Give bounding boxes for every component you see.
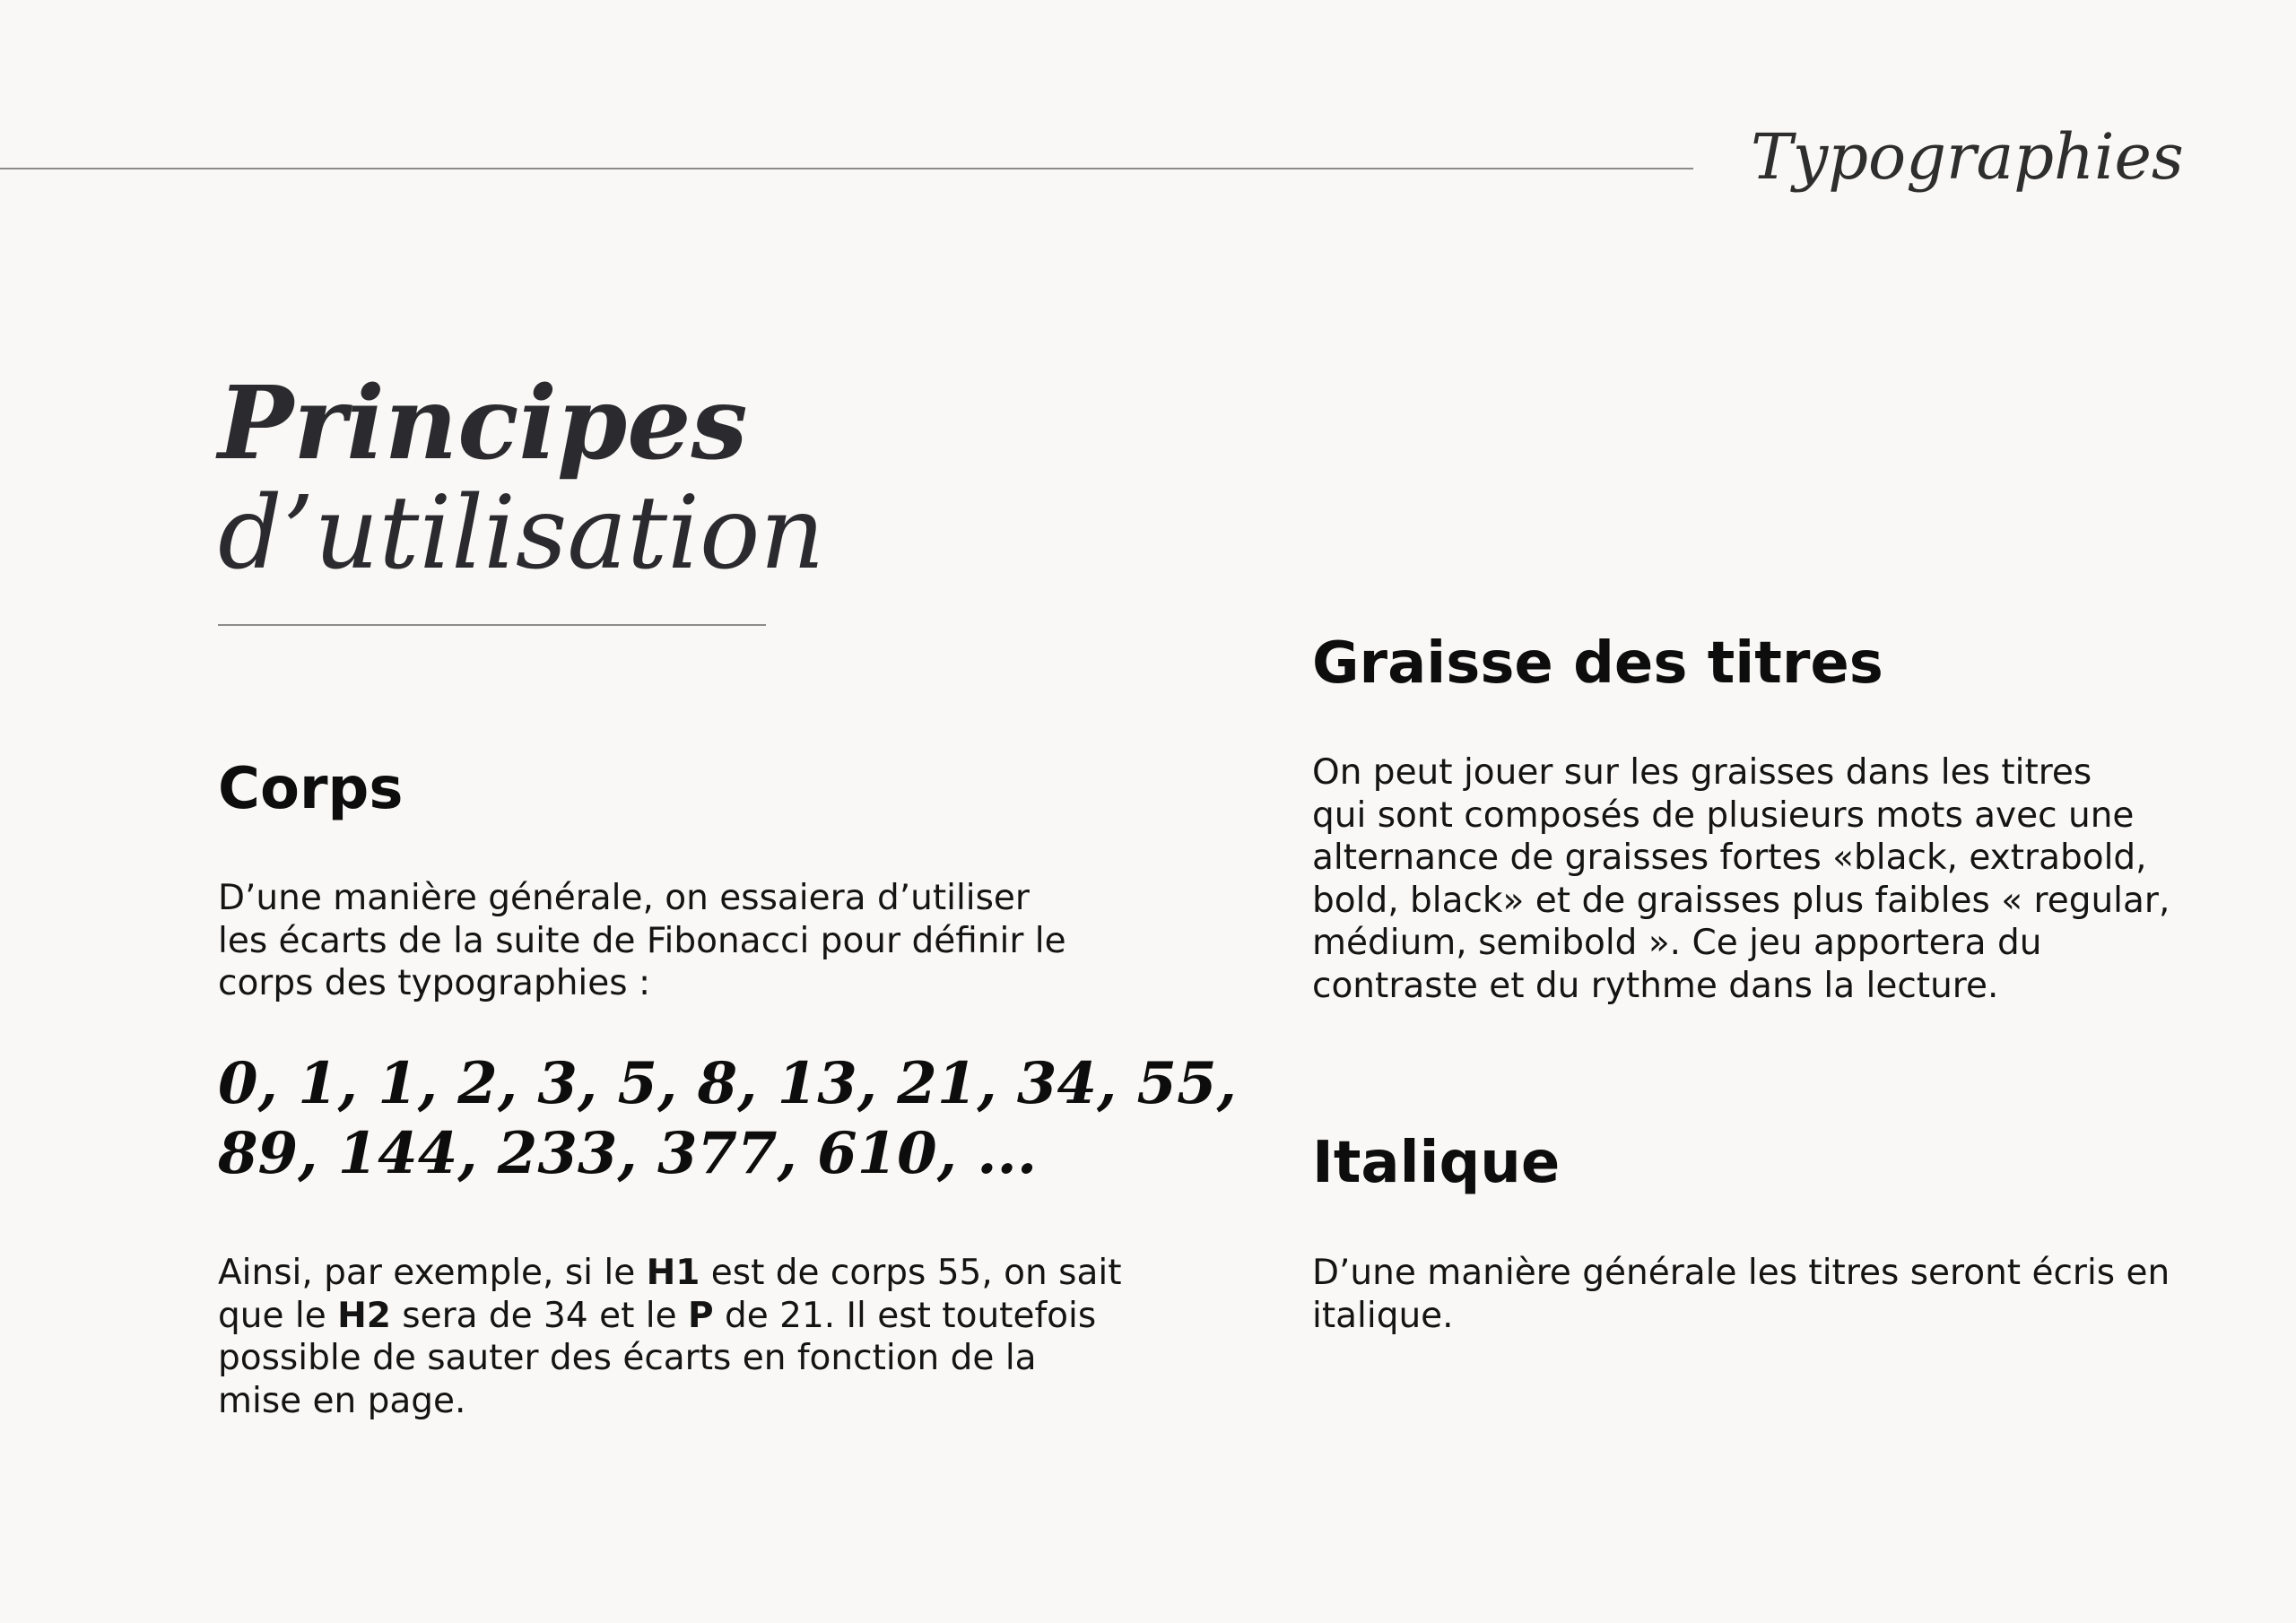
paragraph-line: D’une manière générale, on essaiera d’utiliser [218, 878, 1030, 918]
paragraph-line [218, 1252, 1122, 1295]
corps-heading: Corps [218, 756, 404, 822]
h2-label: H2 [337, 1295, 391, 1336]
fibonacci-line: 89, 144, 233, 377, 610, ... [218, 1120, 1038, 1187]
paragraph-line [218, 1295, 1122, 1338]
paragraph-line: italique. [1312, 1295, 1454, 1336]
page-title-line-1: Principes [218, 365, 748, 482]
fibonacci-line: 0, 1, 1, 2, 3, 5, 8, 13, 21, 34, 55, [218, 1050, 1237, 1117]
text-run: que le [218, 1295, 338, 1336]
section-label: Typographies [1751, 120, 2184, 194]
graisse-heading: Graisse des titres [1312, 630, 1883, 697]
page-title-line-2: d’utilisation [218, 475, 825, 592]
paragraph-line: corps des typographies : [218, 963, 651, 1003]
paragraph-line: les écarts de la suite de Fibonacci pour définir le [218, 920, 1066, 961]
italique-paragraph [1312, 1252, 2170, 1337]
paragraph-line: alternance de graisses fortes «black, extrabold, [1312, 838, 2147, 878]
h1-label: H1 [646, 1253, 700, 1293]
corps-example-paragraph [218, 1252, 1122, 1422]
p-label: P [688, 1295, 714, 1336]
text-run: sera de 34 et le [390, 1295, 688, 1336]
corps-intro-paragraph [218, 877, 1066, 1005]
paragraph-line: possible de sauter des écarts en fonction de la [218, 1338, 1037, 1378]
text-run: est de corps 55, on sait [700, 1253, 1122, 1293]
paragraph-line: bold, black» et de graisses plus faibles « regular, [1312, 880, 2170, 921]
text-run: de 21. Il est toutefois [713, 1295, 1097, 1336]
paragraph-line: contraste et du rythme dans la lecture. [1312, 965, 1999, 1006]
paragraph-line: médium, semibold ». Ce jeu apportera du [1312, 923, 2042, 963]
paragraph-line: qui sont composés de plusieurs mots avec une [1312, 794, 2135, 836]
paragraph-line: D’une manière générale les titres seront écris en [1312, 1253, 2170, 1293]
page-title [218, 365, 825, 592]
title-underline [218, 624, 766, 626]
paragraph-line: On peut jouer sur les graisses dans les titres [1312, 752, 2092, 793]
header-rule [0, 168, 1693, 169]
italique-heading: Italique [1312, 1130, 1561, 1196]
paragraph-line: mise en page. [218, 1380, 466, 1421]
graisse-paragraph [1312, 751, 2170, 1007]
text-run: Ainsi, par exemple, si le [218, 1253, 647, 1293]
fibonacci-sequence [218, 1049, 1237, 1189]
